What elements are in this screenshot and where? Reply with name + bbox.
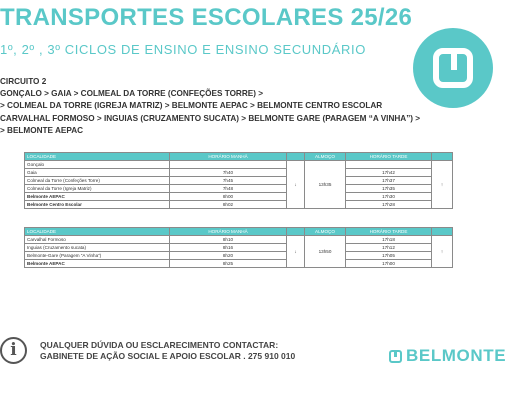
contact-office: GABINETE DE AÇÃO SOCIAL E APOIO ESCOLAR . 275 910 010 [40, 351, 296, 361]
schedule-table-1 [24, 152, 453, 209]
header-localidade: LOCALIDADE [25, 153, 170, 161]
cell-almoco: 13h50 [305, 236, 346, 268]
table-header-row [25, 153, 453, 161]
table-row [25, 201, 453, 209]
cell-localidade: Belmonte Centro Escolar [25, 201, 170, 209]
cell-tarde: 17h05 [346, 252, 432, 260]
cell-tarde: 17h42 [346, 169, 432, 177]
cell-manha: 7h40 [170, 169, 287, 177]
header-spacer [432, 153, 453, 161]
route-carvalhal [0, 113, 420, 137]
cell-localidade: Inguias (Cruzamento sucata) [25, 244, 170, 252]
route-circuit-label: CIRCUITO 2 [0, 77, 47, 86]
header-tarde: HORÁRIO TARDE [346, 153, 432, 161]
table-row [25, 169, 453, 177]
cell-manha: 8h20 [170, 252, 287, 260]
cell-manha: 8h02 [170, 201, 287, 209]
table-row [25, 177, 453, 185]
table-row [25, 185, 453, 193]
route-line: > BELMONTE AEPAC [0, 126, 84, 135]
cell-manha: 8h00 [170, 193, 287, 201]
table-row [25, 193, 453, 201]
header-spacer [287, 228, 305, 236]
header-tarde: HORÁRIO TARDE [346, 228, 432, 236]
schedule-table-2 [24, 227, 453, 268]
header-almoco: ALMOÇO [305, 228, 346, 236]
brand-logo [389, 346, 506, 366]
cell-localidade: Belmonte AEPAC [25, 260, 170, 268]
route-circuit-2 [0, 76, 382, 112]
page-subtitle: 1º, 2º , 3º CICLOS DE ENSINO E ENSINO SECUNDÁRIO [0, 42, 366, 57]
cell-tarde: 17h12 [346, 244, 432, 252]
cell-tarde: 17h18 [346, 236, 432, 244]
cell-almoco: 13h35 [305, 161, 346, 209]
cell-tarde: 17h37 [346, 177, 432, 185]
logo-mark [433, 48, 473, 88]
header-spacer [287, 153, 305, 161]
header-almoco: ALMOÇO [305, 153, 346, 161]
info-icon: i [0, 337, 27, 364]
cell-tarde: 17h28 [346, 201, 432, 209]
brand-mark-icon [389, 350, 402, 363]
cell-tarde [346, 161, 432, 169]
cell-manha: 8h10 [170, 236, 287, 244]
cell-localidade: Colmeal da Torre (Confeções Torre) [25, 177, 170, 185]
table-row [25, 260, 453, 268]
header-manha: HORÁRIO MANHÃ [170, 153, 287, 161]
cell-tarde: 17h00 [346, 260, 432, 268]
cell-manha [170, 161, 287, 169]
route-line: GONÇALO > GAIA > COLMEAL DA TORRE (CONFEÇÕES TORRE) > [0, 89, 264, 98]
table-header-row [25, 228, 453, 236]
cell-localidade: Belmonte-Gare (Paragem “A Vinha”) [25, 252, 170, 260]
cell-tarde: 17h35 [346, 185, 432, 193]
cell-localidade: Gonçalo [25, 161, 170, 169]
header-manha: HORÁRIO MANHÃ [170, 228, 287, 236]
belmonte-logo-icon [413, 28, 493, 108]
page-title: TRANSPORTES ESCOLARES 25/26 [0, 4, 413, 31]
cell-localidade: Belmonte AEPAC [25, 193, 170, 201]
cell-localidade: Gaia [25, 169, 170, 177]
cell-manha: 8h25 [170, 260, 287, 268]
table-row [25, 252, 453, 260]
route-line: CARVALHAL FORMOSO > INGUIAS (CRUZAMENTO SUCATA) > BELMONTE GARE (PARAGEM “A VINHA”) > [0, 114, 421, 123]
header-localidade: LOCALIDADE [25, 228, 170, 236]
table-row [25, 236, 453, 244]
cell-manha: 7h48 [170, 185, 287, 193]
route-line: > COLMEAL DA TORRE (IGREJA MATRIZ) > BELMONTE AEPAC > BELMONTE CENTRO ESCOLAR [0, 101, 383, 110]
arrow-up-icon: ↑ [432, 236, 453, 268]
cell-manha: 7h45 [170, 177, 287, 185]
arrow-down-icon: ↓ [287, 161, 305, 209]
contact-text: QUALQUER DÚVIDA OU ESCLARECIMENTO CONTACTAR: [40, 340, 279, 350]
table-row [25, 244, 453, 252]
arrow-down-icon: ↓ [287, 236, 305, 268]
cell-localidade: Colmeal da Torre (Igreja Matriz) [25, 185, 170, 193]
header-spacer [432, 228, 453, 236]
cell-manha: 8h16 [170, 244, 287, 252]
brand-name: BELMONTE [406, 346, 506, 365]
arrow-up-icon: ↑ [432, 161, 453, 209]
table-row [25, 161, 453, 169]
cell-tarde: 17h30 [346, 193, 432, 201]
cell-localidade: Carvalhal Formoso [25, 236, 170, 244]
